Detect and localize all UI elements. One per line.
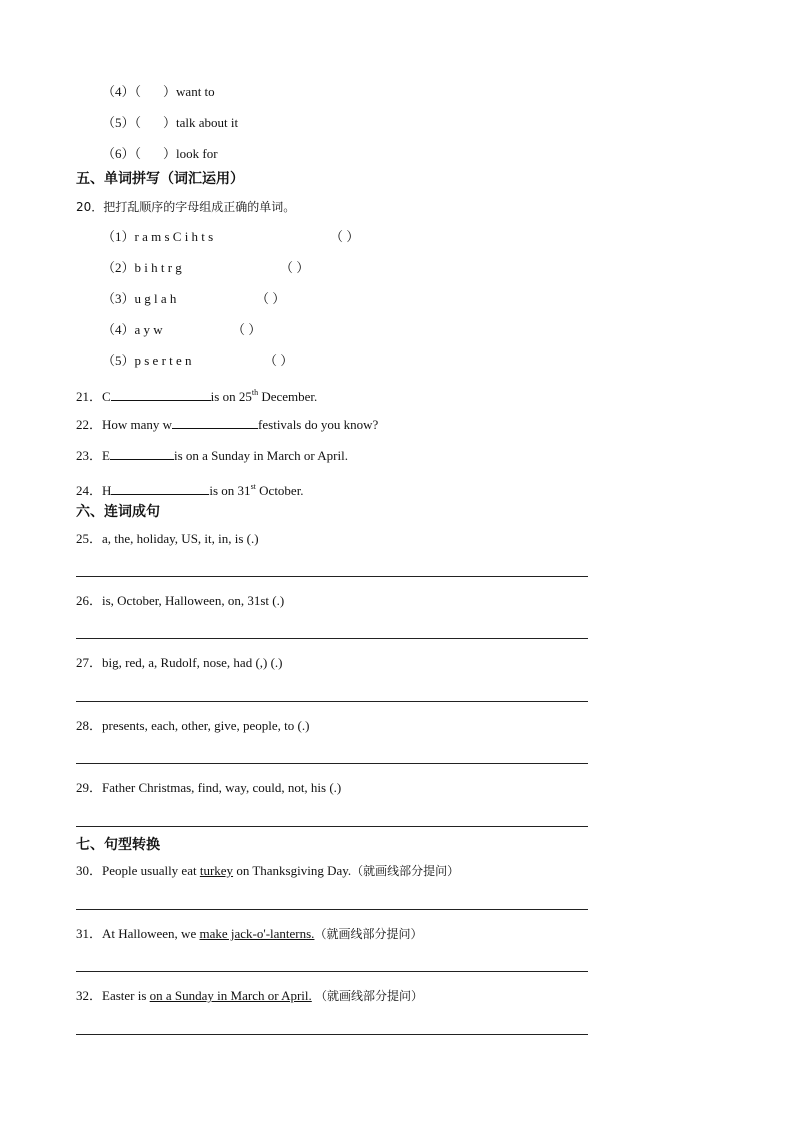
question-27: 27．big, red, a, Rudolf, nose, had (,) (.) [76, 655, 283, 670]
superscript: th [251, 388, 259, 397]
answer-paren: （ ） [232, 322, 262, 337]
underlined-phrase: make jack-o'-lanterns. [199, 926, 315, 941]
question-prefix: 22．How many w [76, 417, 173, 432]
answer-paren: （ ） [256, 291, 286, 306]
superscript: st [250, 482, 256, 491]
item-number: （4）（ [102, 84, 142, 99]
question-prefix: 23．E [76, 448, 110, 463]
question-25: 25．a, the, holiday, US, it, in, is (.) [76, 531, 259, 546]
question-32 [76, 987, 423, 1005]
section-heading: 五、单词拼写（词汇运用） [76, 171, 244, 187]
answer-line[interactable] [76, 638, 588, 639]
question-text: festivals do you know? [258, 417, 379, 432]
question-26: 26．is, October, Halloween, on, 31st (.) [76, 593, 285, 608]
answer-blank[interactable] [111, 387, 211, 401]
section-heading: 六、连词成句 [76, 504, 160, 520]
question-21 [76, 384, 317, 406]
question-text: 32．Easter is [76, 988, 150, 1003]
question-28: 28．presents, each, other, give, people, to (.) [76, 718, 310, 733]
instruction: （就画线部分提问） [351, 864, 460, 878]
answer-blank[interactable] [110, 446, 174, 460]
question-text: 30．People usually eat [76, 863, 200, 878]
answer-paren: （ ） [280, 260, 310, 275]
list-item [102, 114, 238, 132]
question-text: 31．At Halloween, we [76, 926, 200, 941]
question-text: is on 25 [210, 389, 252, 404]
item-text: look for [176, 146, 218, 161]
question-24 [76, 478, 304, 500]
underlined-phrase: on a Sunday in March or April. [149, 988, 312, 1003]
scrambled-letters: （1）r a m s C i h t s [102, 229, 214, 244]
answer-line[interactable] [76, 826, 588, 827]
answer-line[interactable] [76, 763, 588, 764]
answer-line[interactable] [76, 971, 588, 972]
scramble-item [102, 290, 285, 308]
question-31 [76, 925, 422, 943]
scramble-item [102, 228, 359, 246]
question-text: is on a Sunday in March or April. [173, 448, 348, 463]
answer-blank[interactable] [172, 415, 258, 429]
paren-close: ） [163, 84, 177, 99]
item-text: want to [176, 84, 215, 99]
scramble-item [102, 321, 261, 339]
question-text-end: on Thanksgiving Day. [233, 863, 352, 878]
answer-blank[interactable] [111, 481, 209, 495]
instruction: （就画线部分提问） [314, 927, 423, 941]
scrambled-letters: （2）b i h t r g [102, 260, 182, 275]
scramble-item [102, 259, 309, 277]
question-29: 29．Father Christmas, find, way, could, not, his (.) [76, 780, 342, 795]
question-30 [76, 862, 459, 880]
answer-line[interactable] [76, 1034, 588, 1035]
question-text-end: October. [255, 483, 304, 498]
scrambled-letters: （3）u g l a h [102, 291, 177, 306]
question-text: is on 31 [209, 483, 251, 498]
paren-close: ） [163, 115, 177, 130]
item-number: （6）（ [102, 146, 142, 161]
answer-line[interactable] [76, 701, 588, 702]
question-20: 20．把打乱顺序的字母组成正确的单词。 [76, 200, 296, 214]
list-item [102, 83, 215, 101]
item-number: （5）（ [102, 115, 142, 130]
list-item [102, 145, 218, 163]
question-22 [76, 415, 378, 434]
scrambled-letters: （5）p s e r t e n [102, 353, 192, 368]
underlined-phrase: turkey [199, 863, 234, 878]
instruction: （就画线部分提问） [315, 989, 424, 1003]
answer-paren: （ ） [264, 353, 294, 368]
answer-line[interactable] [76, 576, 588, 577]
question-text-end: December. [258, 389, 318, 404]
scrambled-letters: （4）a y w [102, 322, 163, 337]
question-prefix: 24．H [76, 483, 112, 498]
scramble-item [102, 352, 293, 370]
paren-close: ） [163, 146, 177, 161]
question-23 [76, 446, 348, 465]
item-text: talk about it [176, 115, 239, 130]
answer-paren: （ ） [330, 229, 360, 244]
section-heading: 七、句型转换 [76, 837, 160, 853]
answer-line[interactable] [76, 909, 588, 910]
question-prefix: 21．C [76, 389, 111, 404]
